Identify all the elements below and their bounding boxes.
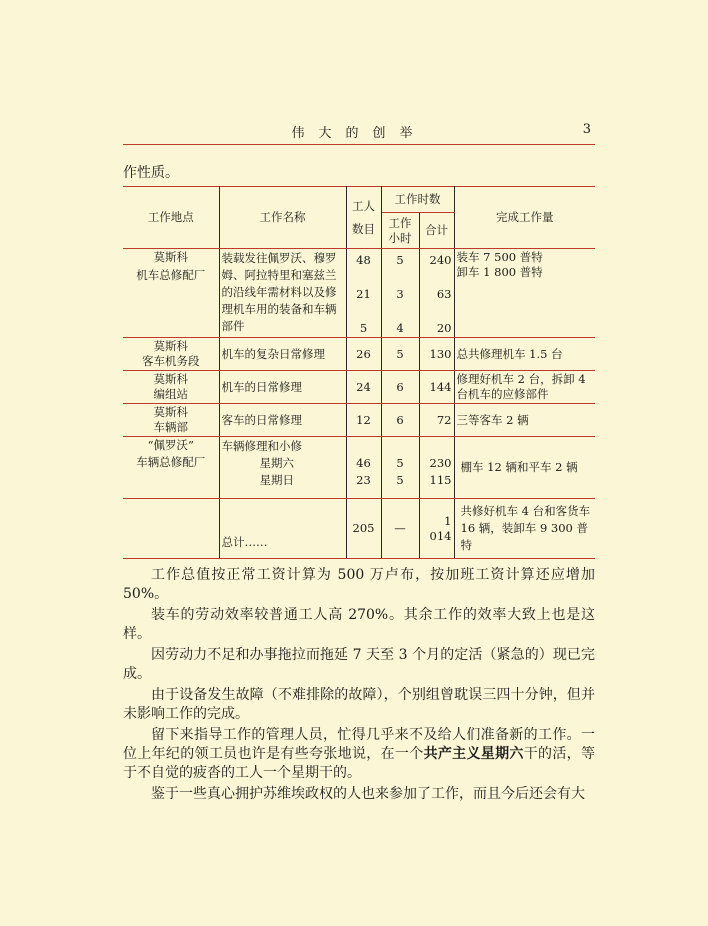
table-row	[123, 404, 595, 437]
header-hours-per	[381, 213, 419, 249]
cell-place	[123, 371, 219, 404]
cell-workers: 205	[346, 499, 381, 559]
cell-hours	[381, 249, 419, 338]
result-line: 装车 7 500 普特	[456, 250, 543, 264]
cell-workers: 12	[346, 404, 381, 437]
paragraph	[123, 726, 595, 783]
header-workers	[346, 187, 381, 249]
header-name: 工作名称	[219, 187, 346, 249]
cell-name: 机车的日常修理	[219, 371, 346, 404]
place-line: 莫斯科	[153, 405, 188, 419]
page-header	[123, 118, 595, 145]
value: 21	[356, 287, 371, 301]
cell-workers	[346, 437, 381, 499]
emphasis-text: 共产主义星期六	[423, 746, 524, 762]
paragraph-text: 留下来指导工作的管理人员，忙得几乎来不及给人们准备新的工作。一位上年纪的领工员也许是有些夸张地说，在一个	[123, 727, 595, 762]
cell-total: 1 014	[419, 499, 454, 559]
cell-total: 72	[419, 404, 454, 437]
value: 115	[429, 473, 452, 487]
paragraph-text: 干的活，等于不自觉的疲沓的工人一个星期干的。	[123, 746, 595, 781]
place-line: 机车总修配厂	[136, 268, 206, 282]
result-line: 卸车 1 800 普特	[456, 265, 543, 279]
value: 5	[396, 473, 404, 487]
page-number: 3	[582, 122, 591, 137]
paragraph: 由于设备发生故障（不难排除的故障），个别组曾耽误三四十分钟，但并未影响工作的完成。	[123, 687, 595, 722]
place-line: 客车机务段	[142, 354, 200, 368]
name-line: 星期日	[259, 473, 294, 487]
cell-workers: 26	[346, 338, 381, 371]
paragraph: 因劳动力不足和办事拖拉而拖延 7 天至 3 个月的定活（紧急的）现已完成。	[123, 647, 595, 682]
paragraph: 鉴于一些真心拥护苏维埃政权的人也来参加了工作，而且今后还会有大	[151, 786, 585, 802]
value: 23	[356, 473, 371, 487]
header-hours-per-line2: 小时	[388, 230, 412, 245]
lead-text: 作性质。	[123, 165, 179, 181]
header-hours-total: 合计	[419, 213, 454, 249]
place-line: “佩罗沃”	[147, 438, 194, 452]
cell-result: 修理好机车 2 台，拆卸 4 台机车的应修部件	[454, 371, 595, 404]
value: 5	[359, 321, 368, 335]
header-hours-per-line1: 工作	[388, 215, 412, 230]
cell-place	[123, 404, 219, 437]
cell-name: 总计……	[219, 499, 346, 559]
value: 20	[436, 321, 452, 335]
value: 48	[356, 253, 371, 267]
table-row	[123, 437, 595, 499]
cell-place	[123, 249, 219, 338]
place-line: 车辆部	[153, 420, 188, 434]
header-workers-line1: 工人	[352, 198, 375, 213]
cell-hours: 6	[381, 371, 419, 404]
value: 5	[396, 456, 404, 470]
name-line: 车辆修理和小修	[221, 439, 302, 453]
header-place: 工作地点	[123, 187, 219, 249]
table-row	[123, 371, 595, 404]
cell-name: 装载发往佩罗沃、穆罗姆、阿拉特里和塞兹兰的沿线年需材料以及修理机车用的装备和车辆部件	[219, 249, 346, 338]
body-text	[123, 566, 595, 806]
cell-total	[419, 249, 454, 338]
place-line: 莫斯科	[153, 339, 188, 353]
value: 4	[396, 321, 404, 335]
table-row	[123, 338, 595, 371]
place-line: 莫斯科	[153, 250, 188, 264]
name-line: 星期六	[259, 456, 294, 470]
cell-result	[454, 249, 595, 338]
cell-result: 三等客车 2 辆	[454, 404, 595, 437]
paragraph: 工作总值按正常工资计算为 500 万卢布，按加班工资计算还应增加 50%。	[123, 567, 595, 602]
cell-name	[219, 437, 346, 499]
running-title: 伟大的创举	[291, 126, 427, 141]
cell-workers	[346, 249, 381, 338]
cell-hours: 6	[381, 404, 419, 437]
cell-hours	[381, 437, 419, 499]
work-table	[123, 186, 595, 559]
header-workers-line2: 数目	[352, 221, 375, 236]
cell-name: 机车的复杂日常修理	[219, 338, 346, 371]
cell-place	[123, 499, 219, 559]
cell-place	[123, 437, 219, 499]
cell-result: 共修好机车 4 台和客货车 16 辆，装卸车 9 300 普特	[454, 499, 595, 559]
cell-result: 总共修理机车 1.5 台	[454, 338, 595, 371]
value: 3	[396, 287, 404, 301]
place-line: 莫斯科	[153, 372, 188, 386]
cell-total: 130	[419, 338, 454, 371]
table-row	[123, 499, 595, 559]
cell-total: 144	[419, 371, 454, 404]
place-line: 编组站	[153, 387, 188, 401]
cell-total	[419, 437, 454, 499]
value: 240	[429, 253, 452, 267]
value: 230	[429, 456, 452, 470]
cell-name: 客车的日常修理	[219, 404, 346, 437]
cell-workers: 24	[346, 371, 381, 404]
table-row	[123, 249, 595, 338]
cell-hours: 5	[381, 338, 419, 371]
value: 63	[436, 287, 452, 301]
cell-hours: —	[381, 499, 419, 559]
header-result: 完成工作量	[454, 187, 595, 249]
header-hours-group: 工作时数	[381, 187, 454, 213]
place-line: 车辆总修配厂	[136, 455, 206, 469]
value: 46	[356, 456, 371, 470]
cell-place	[123, 338, 219, 371]
value: 5	[396, 253, 404, 267]
cell-result: 棚车 12 辆和平车 2 辆	[454, 437, 595, 499]
paragraph: 装车的劳动效率较普通工人高 270%。其余工作的效率大致上也是这样。	[123, 607, 595, 642]
